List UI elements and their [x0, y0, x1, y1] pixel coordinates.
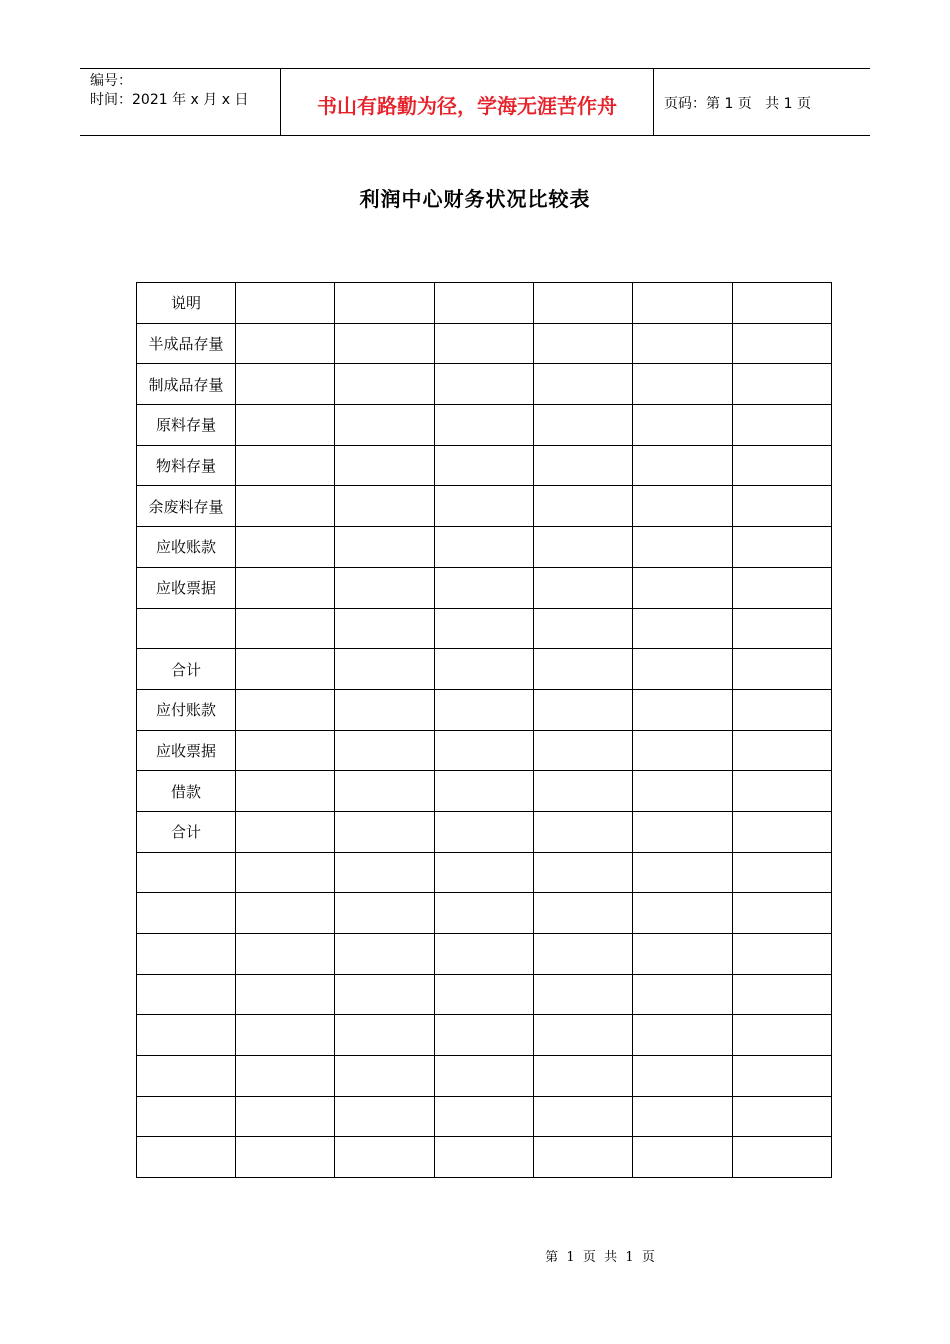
table-cell: [633, 730, 732, 771]
table-cell: [633, 934, 732, 975]
table-cell: [236, 811, 335, 852]
table-cell: [335, 527, 434, 568]
row-label-cell: 合计: [137, 649, 236, 690]
table-cell: [335, 649, 434, 690]
table-cell: [533, 405, 632, 446]
table-cell: [434, 771, 533, 812]
row-label-cell: 说明: [137, 283, 236, 324]
table-cell: [434, 1056, 533, 1097]
table-cell: [633, 1096, 732, 1137]
table-cell: [434, 893, 533, 934]
table-cell: [633, 649, 732, 690]
document-header: [80, 68, 870, 136]
header-page-info: 页码：第 1 页 共 1 页: [664, 96, 811, 112]
table-cell: [335, 852, 434, 893]
table-row: [137, 486, 832, 527]
row-label-cell: 应付账款: [137, 689, 236, 730]
table-cell: [633, 1137, 732, 1178]
row-label-cell: 原料存量: [137, 405, 236, 446]
table-cell: [633, 771, 732, 812]
table-cell: [335, 364, 434, 405]
table-cell: [434, 852, 533, 893]
table-cell: [434, 323, 533, 364]
row-label-cell: 借款: [137, 771, 236, 812]
table-cell: [633, 445, 732, 486]
table-row: [137, 608, 832, 649]
table-cell: [236, 893, 335, 934]
table-cell: [236, 405, 335, 446]
table-cell: [732, 649, 831, 690]
table-cell: [434, 364, 533, 405]
table-cell: [732, 364, 831, 405]
table-cell: [732, 283, 831, 324]
page-title: 利润中心财务状况比较表: [359, 187, 591, 211]
table-cell: [732, 405, 831, 446]
table-cell: [335, 283, 434, 324]
page-footer: 第 1 页 共 1 页: [545, 1250, 655, 1265]
table-cell: [335, 730, 434, 771]
table-cell: [732, 1096, 831, 1137]
table-cell: [633, 364, 732, 405]
table-cell: [732, 486, 831, 527]
table-cell: [633, 405, 732, 446]
row-label-cell: 余废料存量: [137, 486, 236, 527]
table-cell: [434, 974, 533, 1015]
table-row: [137, 974, 832, 1015]
table-cell: [434, 934, 533, 975]
row-label-cell: [137, 1015, 236, 1056]
table-cell: [633, 486, 732, 527]
table-cell: [236, 730, 335, 771]
table-cell: [236, 323, 335, 364]
table-row: [137, 934, 832, 975]
row-label-cell: [137, 852, 236, 893]
table-cell: [335, 689, 434, 730]
row-label-cell: [137, 1096, 236, 1137]
table-cell: [732, 323, 831, 364]
table-cell: [533, 527, 632, 568]
table-cell: [732, 893, 831, 934]
document-time-label: 时间：2021 年 x 月 x 日: [90, 92, 249, 108]
header-motto: 书山有路勤为径，学海无涯苦作舟: [281, 69, 654, 135]
table-cell: [335, 934, 434, 975]
table-cell: [633, 974, 732, 1015]
table-cell: [335, 608, 434, 649]
table-row: [137, 1137, 832, 1178]
table-cell: [236, 1096, 335, 1137]
row-label-cell: 半成品存量: [137, 323, 236, 364]
table-cell: [236, 852, 335, 893]
table-cell: [335, 771, 434, 812]
table-cell: [533, 974, 632, 1015]
table-cell: [633, 811, 732, 852]
table-row: [137, 649, 832, 690]
table-cell: [533, 323, 632, 364]
table-cell: [533, 893, 632, 934]
table-cell: [633, 893, 732, 934]
table-cell: [434, 689, 533, 730]
table-cell: [533, 649, 632, 690]
table-cell: [335, 323, 434, 364]
table-cell: [434, 405, 533, 446]
row-label-cell: 应收票据: [137, 730, 236, 771]
table-cell: [236, 771, 335, 812]
table-cell: [732, 445, 831, 486]
table-cell: [732, 1015, 831, 1056]
table-cell: [533, 1096, 632, 1137]
table-cell: [434, 486, 533, 527]
table-cell: [335, 811, 434, 852]
table-cell: [633, 1056, 732, 1097]
table-row: [137, 283, 832, 324]
table-cell: [732, 730, 831, 771]
table-row: [137, 1056, 832, 1097]
table-cell: [533, 486, 632, 527]
table-cell: [633, 608, 732, 649]
row-label-cell: [137, 1137, 236, 1178]
table-cell: [533, 567, 632, 608]
table-cell: [236, 283, 335, 324]
comparison-table: [136, 282, 832, 1178]
row-label-cell: 制成品存量: [137, 364, 236, 405]
table-cell: [732, 608, 831, 649]
table-cell: [732, 811, 831, 852]
table-cell: [434, 730, 533, 771]
table-cell: [533, 445, 632, 486]
table-cell: [732, 974, 831, 1015]
table-cell: [236, 1056, 335, 1097]
table-row: [137, 527, 832, 568]
table-cell: [335, 893, 434, 934]
table-row: [137, 364, 832, 405]
table-cell: [434, 283, 533, 324]
table-cell: [533, 811, 632, 852]
table-cell: [434, 445, 533, 486]
table-cell: [533, 283, 632, 324]
table-cell: [633, 689, 732, 730]
table-cell: [533, 364, 632, 405]
table-cell: [335, 445, 434, 486]
table-row: [137, 730, 832, 771]
table-cell: [533, 771, 632, 812]
document-number-label: 编号：: [90, 73, 132, 89]
table-cell: [533, 730, 632, 771]
table-cell: [732, 852, 831, 893]
table-row: [137, 689, 832, 730]
table-cell: [633, 567, 732, 608]
table-cell: [335, 974, 434, 1015]
table-cell: [434, 1015, 533, 1056]
table-cell: [434, 1096, 533, 1137]
table-row: [137, 1096, 832, 1137]
table-cell: [335, 486, 434, 527]
table-row: [137, 405, 832, 446]
row-label-cell: 合计: [137, 811, 236, 852]
table-cell: [732, 567, 831, 608]
table-cell: [335, 1015, 434, 1056]
table-row: [137, 1015, 832, 1056]
row-label-cell: [137, 1056, 236, 1097]
table-cell: [533, 689, 632, 730]
table-cell: [236, 527, 335, 568]
header-meta: [80, 69, 281, 135]
table-cell: [236, 649, 335, 690]
table-cell: [236, 486, 335, 527]
table-cell: [533, 608, 632, 649]
row-label-cell: [137, 608, 236, 649]
table-cell: [533, 1015, 632, 1056]
table-cell: [434, 1137, 533, 1178]
table-cell: [335, 405, 434, 446]
row-label-cell: [137, 934, 236, 975]
table-cell: [236, 1137, 335, 1178]
table-cell: [633, 323, 732, 364]
table-cell: [732, 1137, 831, 1178]
table-cell: [236, 364, 335, 405]
table-cell: [633, 527, 732, 568]
table-cell: [236, 608, 335, 649]
table-cell: [732, 771, 831, 812]
table-cell: [236, 934, 335, 975]
table-cell: [236, 1015, 335, 1056]
table-cell: [434, 567, 533, 608]
table-cell: [236, 974, 335, 1015]
table-cell: [335, 1056, 434, 1097]
table-row: [137, 811, 832, 852]
row-label-cell: 物料存量: [137, 445, 236, 486]
table-cell: [533, 1056, 632, 1097]
table-cell: [236, 567, 335, 608]
table-cell: [335, 1137, 434, 1178]
row-label-cell: 应收票据: [137, 567, 236, 608]
row-label-cell: 应收账款: [137, 527, 236, 568]
table-cell: [335, 1096, 434, 1137]
table-cell: [732, 1056, 831, 1097]
table-cell: [732, 527, 831, 568]
row-label-cell: [137, 974, 236, 1015]
table-cell: [434, 649, 533, 690]
table-row: [137, 852, 832, 893]
table-row: [137, 323, 832, 364]
comparison-table-body: [137, 283, 832, 1178]
table-row: [137, 771, 832, 812]
table-cell: [236, 689, 335, 730]
table-cell: [335, 567, 434, 608]
table-cell: [434, 811, 533, 852]
comparison-table-container: [136, 282, 832, 1178]
table-cell: [434, 608, 533, 649]
table-cell: [633, 283, 732, 324]
table-cell: [732, 689, 831, 730]
table-cell: [633, 852, 732, 893]
table-cell: [533, 852, 632, 893]
table-row: [137, 567, 832, 608]
table-cell: [633, 1015, 732, 1056]
table-cell: [533, 1137, 632, 1178]
table-row: [137, 893, 832, 934]
row-label-cell: [137, 893, 236, 934]
table-cell: [236, 445, 335, 486]
table-cell: [732, 934, 831, 975]
table-cell: [434, 527, 533, 568]
table-cell: [533, 934, 632, 975]
table-row: [137, 445, 832, 486]
